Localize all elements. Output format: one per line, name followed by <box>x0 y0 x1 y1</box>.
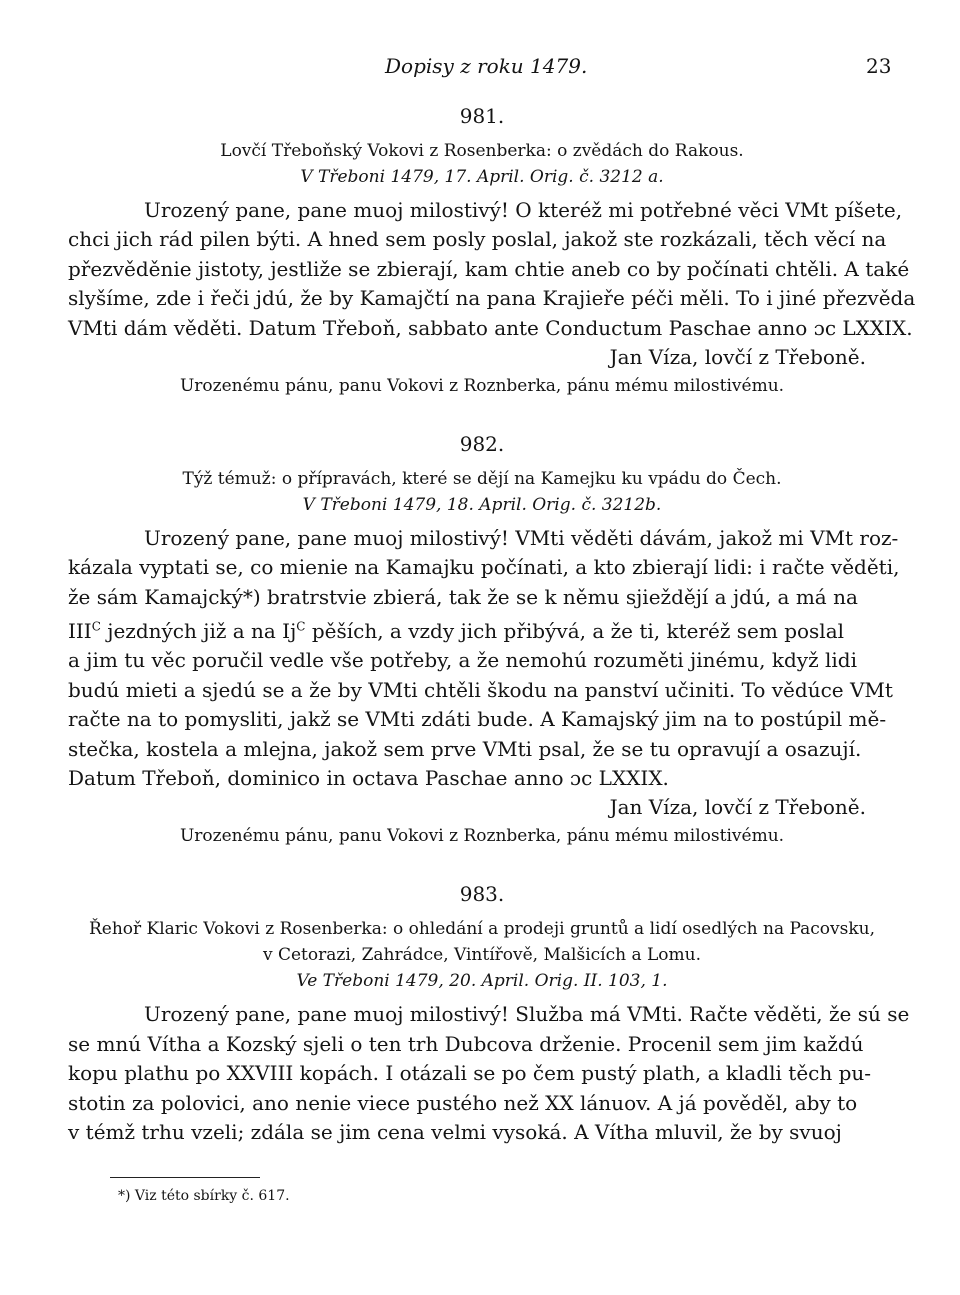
address-line: Urozenému pánu, panu Vokovi z Roznberka, pánu mému milostivému. <box>179 376 785 397</box>
body-line: chci jich rád pilen býti. A hned sem posly poslal, jakož ste rozkázali, těch věcí na <box>68 227 887 252</box>
page-number: 23 <box>866 54 892 78</box>
entry-source: Ve Třeboni 1479, 20. April. Orig. II. 103, 1. <box>296 971 668 992</box>
body-line: budú mieti a sjedú se a že by VMti chtěli škodu na panství učiniti. To vědúce VMt <box>68 677 893 702</box>
body-line: přezvěděnie jistoty, jestliže se zbierají, kam chtie aneb co by počínati chtěli. A také <box>68 256 910 281</box>
letter-entry-983 <box>68 880 910 1147</box>
body-line: Urozený pane, pane muoj milostivý! VMti věděti dávám, jakož mi VMt roz- <box>144 526 899 551</box>
signature: Jan Víza, lovčí z Třeboně. <box>609 795 866 820</box>
body-line: že sám Kamajcký*) bratrstvie zbierá, tak že se k němu sjiežděјí a jdú, a má na <box>68 584 858 609</box>
running-title: Dopisy z roku 1479. <box>385 54 588 78</box>
entry-source: V Třeboni 1479, 18. April. Orig. č. 3212b. <box>302 495 662 516</box>
body-line: Datum Třeboň, dominico in octava Paschae anno ɔc LXXIX. <box>68 765 669 790</box>
superscript: C <box>296 619 306 634</box>
entry-summary: Lovčí Třeboňský Vokovi z Rosenberka: o zvědách do Rakous. <box>220 141 744 161</box>
entry-summary: Řehoř Klaric Vokovi z Rosenberka: o ohledání a prodeji gruntů a lidí osedlých na Pacovsku, <box>88 919 876 940</box>
footnote-divider <box>110 1177 260 1178</box>
body-line: stečka, kostela a mlejna, jakož sem prve VMti psal, že se tu opravují a osazují. <box>68 736 862 761</box>
entry-summary: Týž témuž: o přípravách, které se dějí na Kamejku ku vpádu do Čech. <box>182 469 782 490</box>
body-line: se mnú Vítha a Kozský sjeli o ten trh Dubcova drženie. Procenil sem jim každú <box>68 1031 864 1056</box>
body-line: Urozený pane, pane muoj milostivý! O kteréž mi potřebné věci VMt píšete, <box>144 198 903 222</box>
body-line-with-superscripts <box>68 612 896 646</box>
page-content <box>68 102 916 1147</box>
letter-body <box>68 1000 910 1147</box>
body-line: kopu plathu po XXVIII kopách. I otázali se po čem pustý plath, a kladli těch pu- <box>68 1061 872 1086</box>
body-line: kázala vyptati se, co mienie na Kamajku počínati, a kto zbierají lidi: i račte věděti, <box>68 555 900 580</box>
entry-source: V Třeboni 1479, 17. April. Orig. č. 3212 a. <box>300 167 664 187</box>
address-line: Urozenému pánu, panu Vokovi z Roznberka, pánu mému milostivému. <box>179 826 785 847</box>
page-header <box>0 54 960 84</box>
body-line: a jim tu věc poručil vedle vše potřeby, a že nemohú rozuměti jinému, když lidi <box>68 648 857 673</box>
body-line: $III^C$ jezdných již a na $Ij^C$ pěších, a vzdy jich přibývá, a že ti, kteréž sem poslal <box>68 618 845 643</box>
entry-summary-continued: v Cetorazi, Zahrádce, Vintířově, Malšicích a Lomu. <box>262 945 701 966</box>
entry-number: 983. <box>459 882 505 907</box>
body-line: račte na to pomysliti, jakž se VMti zdáti bude. A Kamajský jim na to postúpil mě- <box>68 707 887 732</box>
letter-entry-982 <box>68 430 900 850</box>
body-line: stotin za polovici, ano nenie viece pustého než XX lánuov. A já pověděl, aby to <box>68 1090 858 1115</box>
body-line: v témž trhu vzeli; zdála se jim cena velmi vysoká. A Vítha mluvil, že by svuoj <box>68 1119 842 1144</box>
letter-body <box>68 524 900 793</box>
entry-number: 981. <box>459 104 505 128</box>
letter-entry-981 <box>68 102 916 400</box>
superscript: C <box>91 619 101 634</box>
footnote: *) Viz této sbírky č. 617. <box>118 1188 290 1204</box>
body-line: Urozený pane, pane muoj milostivý! Služba má VMti. Račte věděti, že sú se <box>144 1002 910 1027</box>
entry-number: 982. <box>459 432 505 457</box>
body-line: slyšíme, zde i řeči jdú, že by Kamajčtí na pana Krajieře péči měli. To i jiné přezvěda <box>68 286 916 311</box>
body-line: VMti dám věděti. Datum Třeboň, sabbato ante Conductum Paschae anno ɔc LXXIX. <box>68 315 913 340</box>
signature: Jan Víza, lovčí z Třeboně. <box>609 345 866 370</box>
letter-body <box>68 196 916 343</box>
